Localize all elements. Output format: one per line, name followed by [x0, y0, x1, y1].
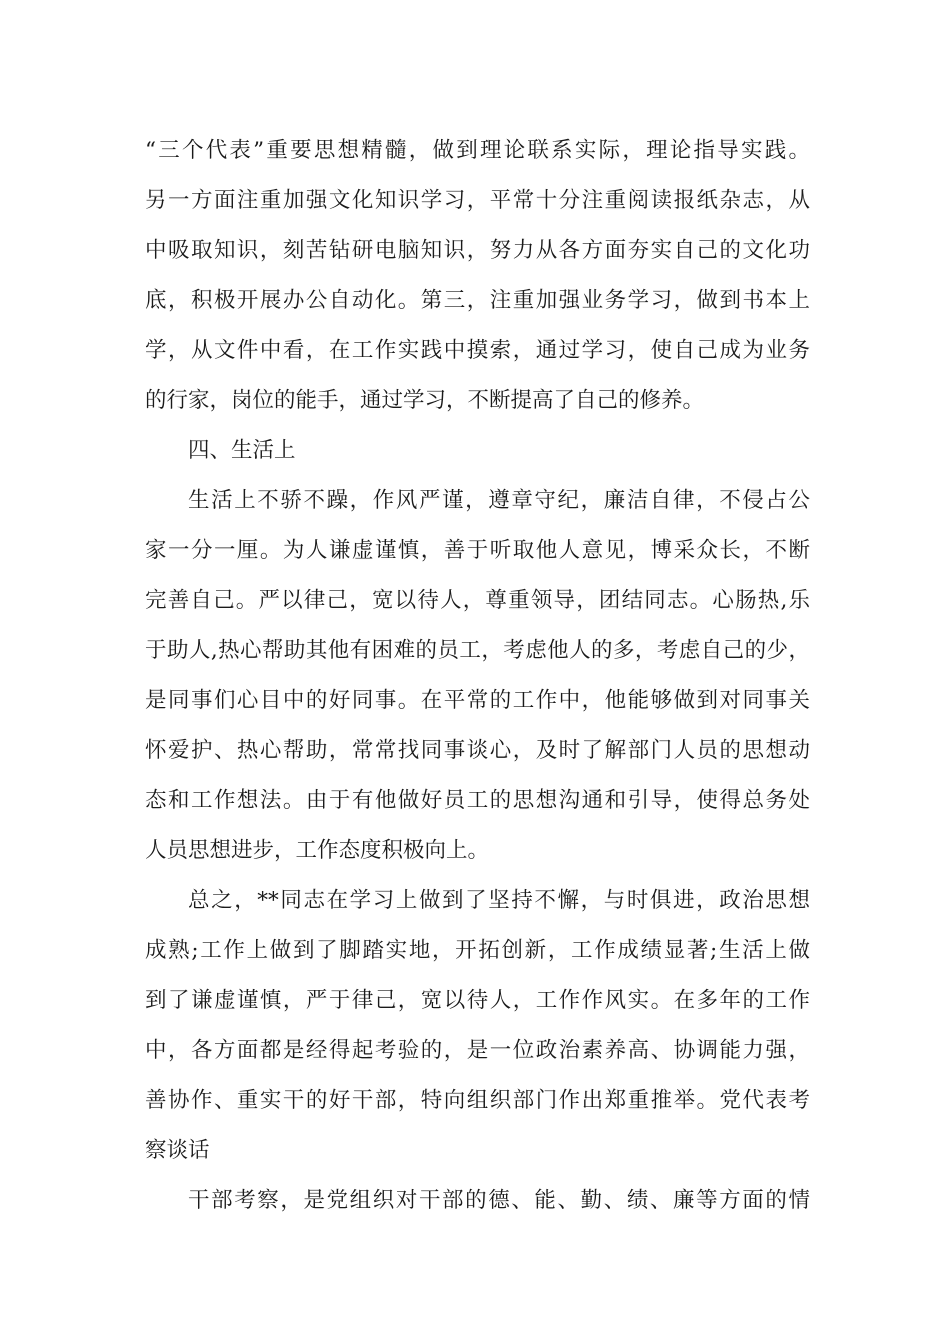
text-line: 于助人,热心帮助其他有困难的员工，考虑他人的多，考虑自己的少， — [145, 638, 810, 663]
text-line: “三个代表”重要思想精髓，做到理论联系实际，理论指导实践。 — [145, 138, 810, 163]
text-line: 学，从文件中看，在工作实践中摸索，通过学习，使自己成为业务 — [145, 338, 810, 363]
text-line: 总之，**同志在学习上做到了坚持不懈，与时俱进，政治思想 — [188, 888, 810, 913]
text-line: 善协作、重实干的好干部，特向组织部门作出郑重推举。党代表考 — [145, 1088, 810, 1113]
text-line: 是同事们心目中的好同事。在平常的工作中，他能够做到对同事关 — [145, 688, 810, 713]
text-line: 干部考察，是党组织对干部的德、能、勤、绩、廉等方面的情 — [188, 1188, 810, 1213]
text-line: 的行家，岗位的能手，通过学习，不断提高了自己的修养。 — [145, 388, 705, 413]
text-line: 察谈话 — [145, 1138, 210, 1163]
text-line: 成熟;工作上做到了脚踏实地，开拓创新，工作成绩显著;生活上做 — [145, 938, 810, 963]
text-line: 完善自己。严以律己，宽以待人，尊重领导，团结同志。心肠热,乐 — [145, 588, 810, 613]
section-heading: 四、生活上 — [188, 438, 296, 463]
text-line: 生活上不骄不躁，作风严谨，遵章守纪，廉洁自律，不侵占公 — [188, 488, 810, 513]
text-line: 家一分一厘。为人谦虚谨慎，善于听取他人意见，博采众长，不断 — [145, 538, 810, 563]
text-line: 态和工作想法。由于有他做好员工的思想沟通和引导，使得总务处 — [145, 788, 810, 813]
text-line: 到了谦虚谨慎，严于律己，宽以待人，工作作风实。在多年的工作 — [145, 988, 810, 1013]
text-line: 另一方面注重加强文化知识学习，平常十分注重阅读报纸杂志，从 — [145, 188, 810, 213]
text-line: 人员思想进步，工作态度积极向上。 — [145, 838, 490, 863]
text-line: 中，各方面都是经得起考验的，是一位政治素养高、协调能力强， — [145, 1038, 810, 1063]
text-line: 怀爱护、热心帮助，常常找同事谈心，及时了解部门人员的思想动 — [145, 738, 810, 763]
text-line: 底，积极开展办公自动化。第三，注重加强业务学习，做到书本上 — [145, 288, 810, 313]
text-line: 中吸取知识，刻苦钻研电脑知识，努力从各方面夯实自己的文化功 — [145, 238, 810, 263]
